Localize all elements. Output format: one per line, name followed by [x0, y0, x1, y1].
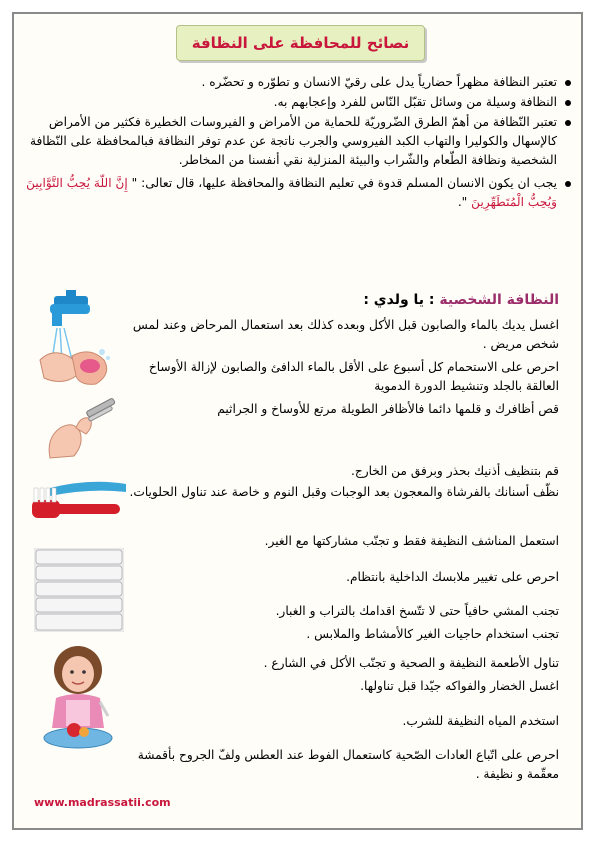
page-title [176, 25, 425, 61]
faucet-hands-icon [32, 290, 122, 390]
intro-item: النظافة وسيلة من وسائل تقبّل النّاس للفرد وإعجابهم به. [22, 93, 557, 112]
advice-food: تناول الأطعمة النظيفة و الصحية و تجنّب الأكل في الشارع . [263, 656, 559, 670]
advice-habits: احرص على اتّباع العادات الصّحية كاستعمال الفوط عند العطس ولفّ الجروح بأقمشة معقّمة و نظيفة . [137, 748, 559, 781]
advice-vegetables: اغسل الخضار والفواكه جيّدا قبل تناولها. [360, 679, 559, 693]
website-footer: www.madrassatii.com [34, 796, 171, 809]
page-title-text: نصائح للمحافظة على النظافة [191, 34, 410, 52]
towels-icon [32, 544, 126, 634]
advice-water: استخدم المياه النظيفة للشرب. [402, 714, 559, 728]
intro-item: تعتبر النّظافة من أهمّ الطرق الضّروريّة للحماية من الأمراض و الفيروسات الخطيرة فكثير من الأمراض كالإسهال والكوليرا والتهاب الكبد الفيروسي والجرب ناتجة عن عدم توفر النظافة فبالمحافظة على النّظافة الشخصية ونظافة الطّعام والشّراب والبيئة المنزلية نقي أنفسنا من المخاطر. [22, 113, 557, 170]
advice-hands: اغسل يديك بالماء والصابون قبل الأكل وبعده كذلك بعد استعمال المرحاض وعند لمس شخص مريض . [132, 318, 559, 351]
advice-belongings: تجنب استخدام حاجيات الغير كالأمشاط والملابس . [306, 627, 559, 641]
advice-nails: قص أظافرك و قلمها دائما فالأظافر الطويلة مرتع للأوساخ و الجراثيم [217, 402, 559, 416]
advice-barefoot: تجنب المشي حافياً حتى لا تتّسخ اقدامك بالتراب و الغبار. [275, 604, 559, 618]
girl-washing-fruit-icon [28, 642, 128, 752]
toothbrush-icon [30, 474, 130, 534]
section-subtitle: : يا ولدي : [363, 292, 435, 308]
advice-towels: استعمل المناشف النظيفة فقط و تجنّب مشاركتها مع الغير. [264, 534, 559, 548]
nail-clipper-icon [40, 398, 120, 468]
hadith-text: يجب ان يكون الانسان المسلم قدوة في تعليم النظافة والمحافظة عليها، قال تعالى: " [131, 176, 557, 190]
intro-item: تعتبر النظافة مظهراً حضارياً يدل على رقيّ الانسان و تطوّره و تحضّره . [22, 73, 557, 92]
advice-teeth: نظّف أسنانك بالفرشاة والمعجون بعد الوجبات وقبل النوم و خاصة عند تناول الحلويات. [129, 485, 559, 499]
hadith-end: ". [457, 195, 468, 209]
section-heading [363, 292, 559, 308]
advice-ears: قم بتنظيف أذنيك بحذر وبرفق من الخارج. [350, 464, 559, 478]
advice-underwear: احرص على تغيير ملابسك الداخلية بانتظام. [346, 570, 559, 584]
advice-bath: احرص على الاستحمام كل أسبوع على الأقل بالماء الدافئ والصابون لإزالة الأوساخ العالقة بالجلد وتنشيط الدورة الدموية [148, 360, 559, 393]
intro-list [22, 73, 573, 213]
intro-item-hadith [22, 174, 557, 212]
section-title: النظافة الشخصية [439, 292, 559, 308]
quran-verse: إِنَّ اللّهَ يُحِبُّ التَّوَّابِينَ وَيُحِبُّ الْمُتَطَهِّرِينَ [26, 176, 557, 209]
